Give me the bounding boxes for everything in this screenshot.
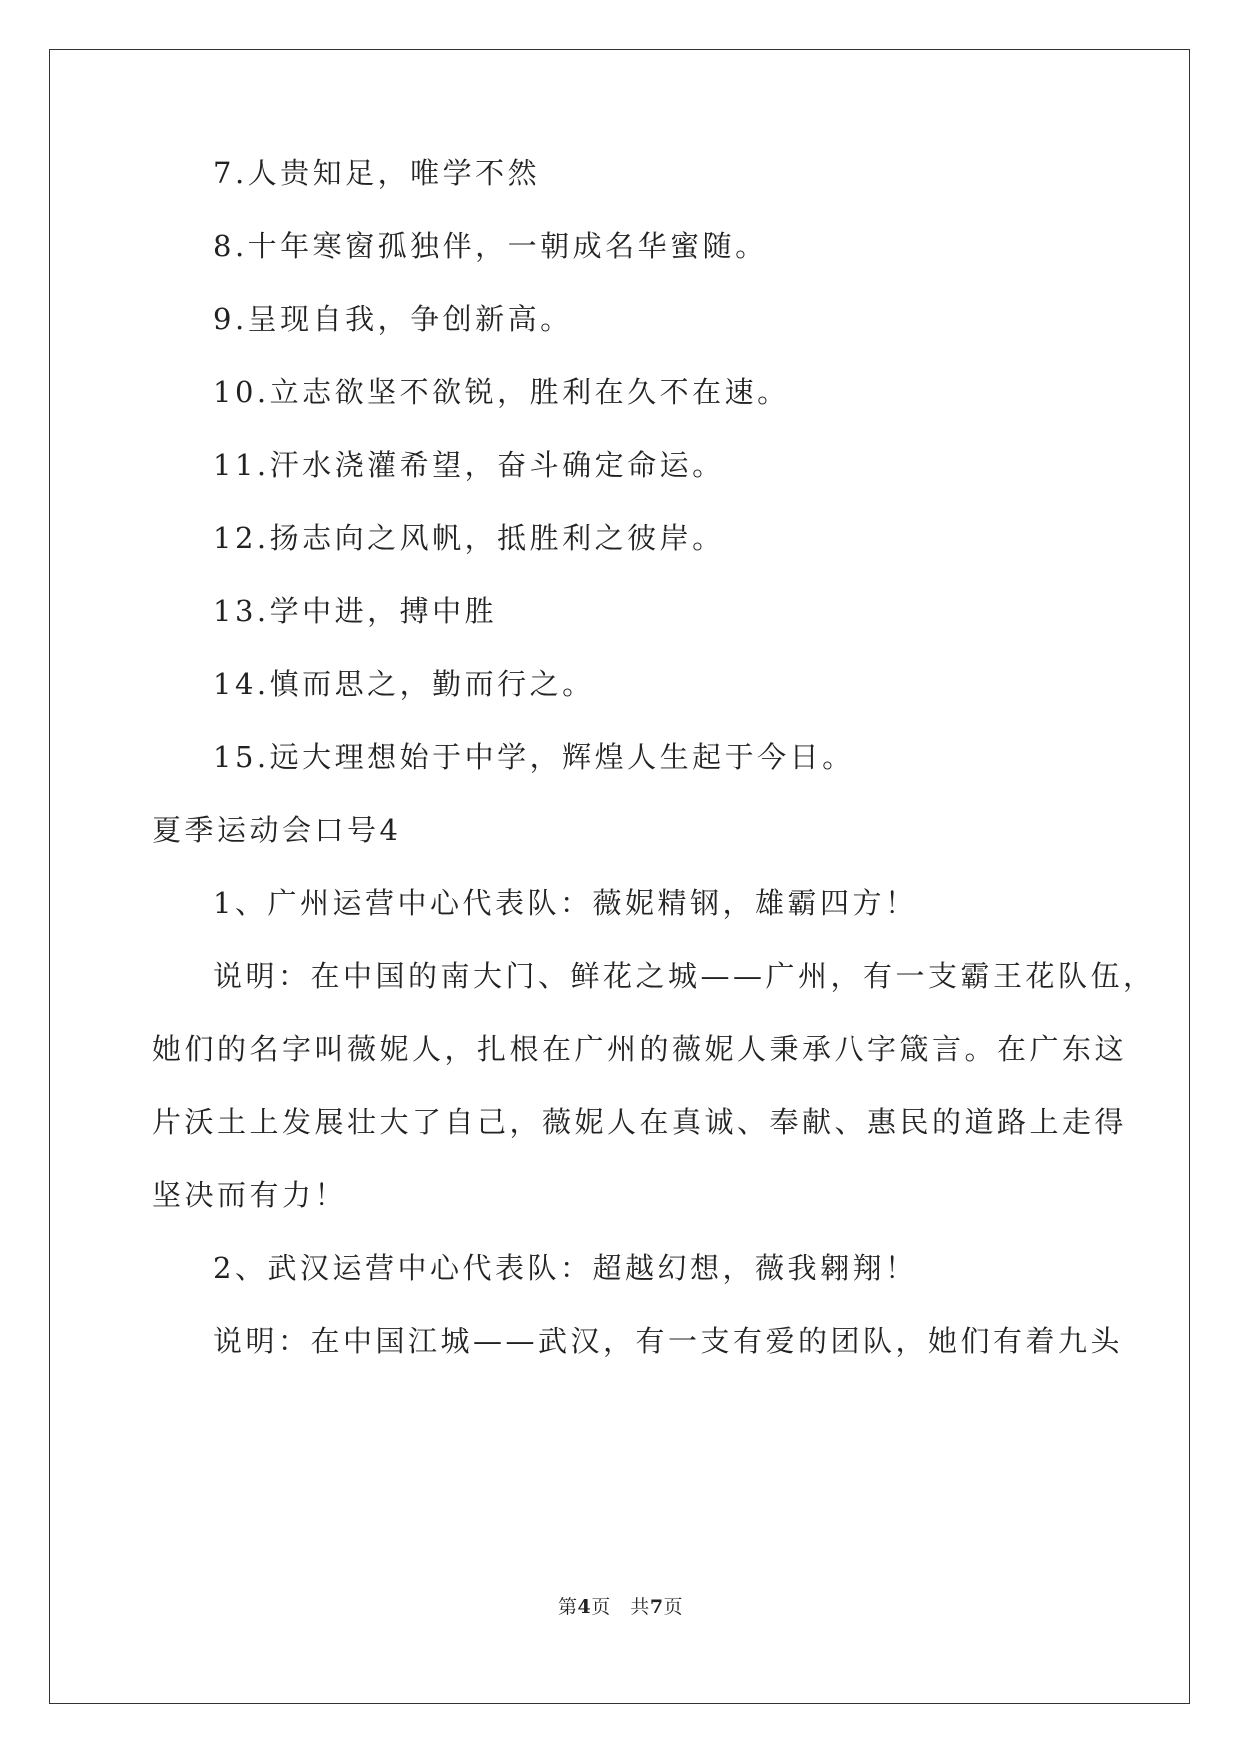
- list-item: 12.扬志向之风帆，抵胜利之彼岸。: [213, 521, 725, 555]
- paragraph-line: 她们的名字叫薇妮人，扎根在广州的薇妮人秉承八字箴言。在广东这: [152, 1032, 1128, 1066]
- section-heading: 夏季运动会口号4: [152, 813, 402, 847]
- paragraph-line: 说明：在中国江城——武汉，有一支有爱的团队，她们有着九头: [213, 1324, 1124, 1358]
- list-item: 7.人贵知足，唯学不然: [213, 156, 541, 190]
- slogan-item: 2、武汉运营中心代表队：超越幻想，薇我翱翔！: [213, 1251, 918, 1285]
- footer-middle: 页 共: [591, 1596, 650, 1618]
- page-border: [49, 49, 1190, 1704]
- list-item: 11.汗水浇灌希望，奋斗确定命运。: [213, 448, 725, 482]
- list-item: 10.立志欲坚不欲锐，胜利在久不在速。: [213, 375, 790, 409]
- list-item: 9.呈现自我，争创新高。: [213, 302, 573, 336]
- list-item: 14.慎而思之，勤而行之。: [213, 667, 595, 701]
- list-item: 13.学中进，搏中胜: [213, 594, 498, 628]
- page-footer: [0, 1595, 1241, 1619]
- footer-prefix: 第: [557, 1596, 578, 1618]
- slogan-item: 1、广州运营中心代表队：薇妮精钢，雄霸四方！: [213, 886, 918, 920]
- paragraph-line: 片沃土上发展壮大了自己，薇妮人在真诚、奉献、惠民的道路上走得: [152, 1105, 1128, 1139]
- total-page-number: 7: [649, 1596, 664, 1618]
- paragraph-line: 说明：在中国的南大门、鲜花之城——广州，有一支霸王花队伍，: [213, 959, 1156, 993]
- list-item: 8.十年寒窗孤独伴，一朝成名华蜜随。: [213, 229, 768, 263]
- current-page-number: 4: [577, 1596, 592, 1618]
- list-item: 15.远大理想始于中学，辉煌人生起于今日。: [213, 740, 855, 774]
- paragraph-line: 坚决而有力！: [152, 1178, 348, 1212]
- footer-suffix: 页: [663, 1596, 684, 1618]
